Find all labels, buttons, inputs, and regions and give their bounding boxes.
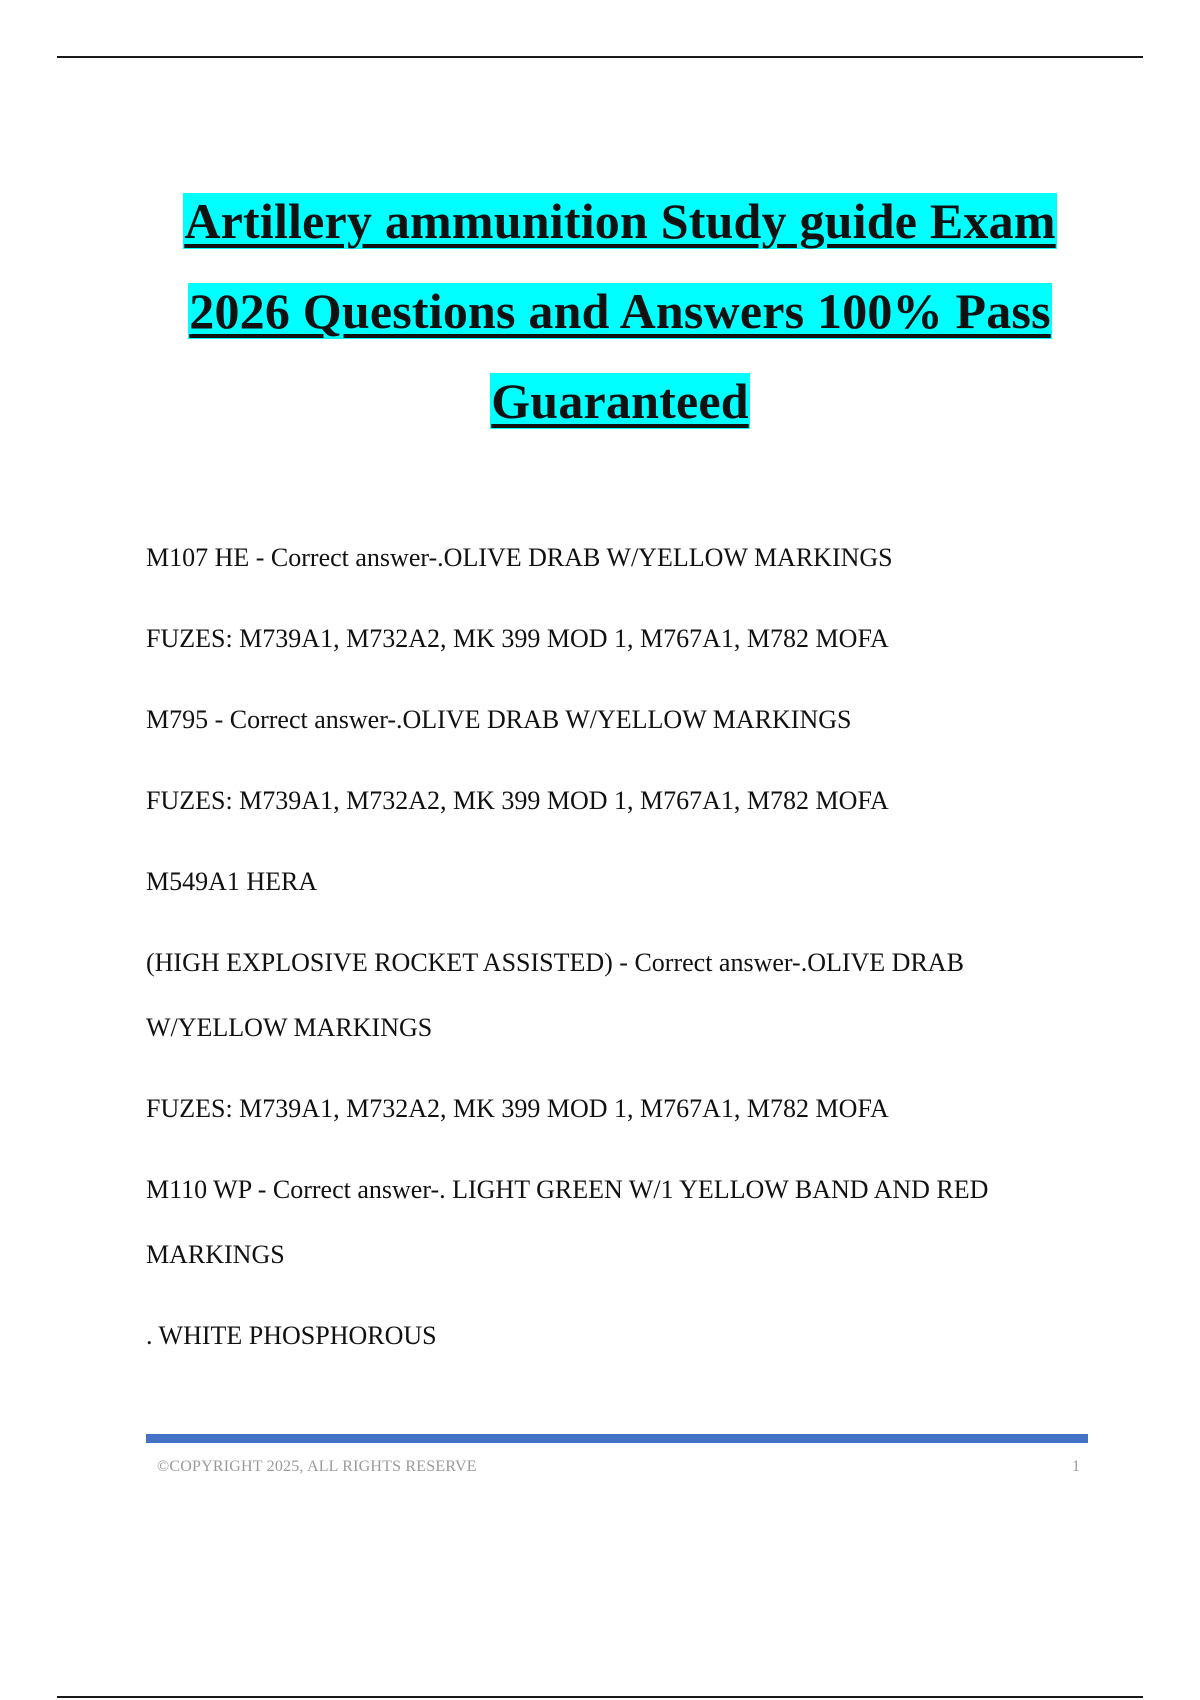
entry-white-phosphorous: . WHITE PHOSPHOROUS: [146, 1321, 437, 1350]
title-line-2: 2026 Questions and Answers 100% Pass: [189, 283, 1051, 339]
footer-divider-bar: [146, 1434, 1088, 1443]
title-line-3: Guaranteed: [491, 373, 749, 429]
entry-m110-wp: M110 WP - Correct answer-. LIGHT GREEN W/1 YELLOW BAND AND RED: [146, 1175, 989, 1204]
entry-m795: M795 - Correct answer-.OLIVE DRAB W/YELLOW MARKINGS: [146, 705, 852, 734]
footer-page-number: 1: [1072, 1458, 1080, 1475]
title-line-1: Artillery ammunition Study guide Exam: [184, 193, 1056, 249]
entry-m549a1-description: (HIGH EXPLOSIVE ROCKET ASSISTED) - Correct answer-.OLIVE DRAB: [146, 948, 964, 977]
footer-copyright: ©COPYRIGHT 2025, ALL RIGHTS RESERVE: [157, 1458, 477, 1475]
entry-m107-fuzes: FUZES: M739A1, M732A2, MK 399 MOD 1, M767A1, M782 MOFA: [146, 624, 889, 653]
entry-m549a1-description-cont: W/YELLOW MARKINGS: [146, 1013, 433, 1042]
entry-m107-he: M107 HE - Correct answer-.OLIVE DRAB W/YELLOW MARKINGS: [146, 543, 893, 572]
entry-m549a1-hera: M549A1 HERA: [146, 867, 318, 896]
document-title: [100, 176, 1140, 446]
entry-m795-fuzes: FUZES: M739A1, M732A2, MK 399 MOD 1, M767A1, M782 MOFA: [146, 786, 889, 815]
page-bottom-rule: [57, 1696, 1143, 1698]
page-top-rule: [57, 56, 1143, 58]
entry-m110-wp-cont: MARKINGS: [146, 1240, 285, 1269]
entry-m549a1-fuzes: FUZES: M739A1, M732A2, MK 399 MOD 1, M767A1, M782 MOFA: [146, 1094, 889, 1123]
